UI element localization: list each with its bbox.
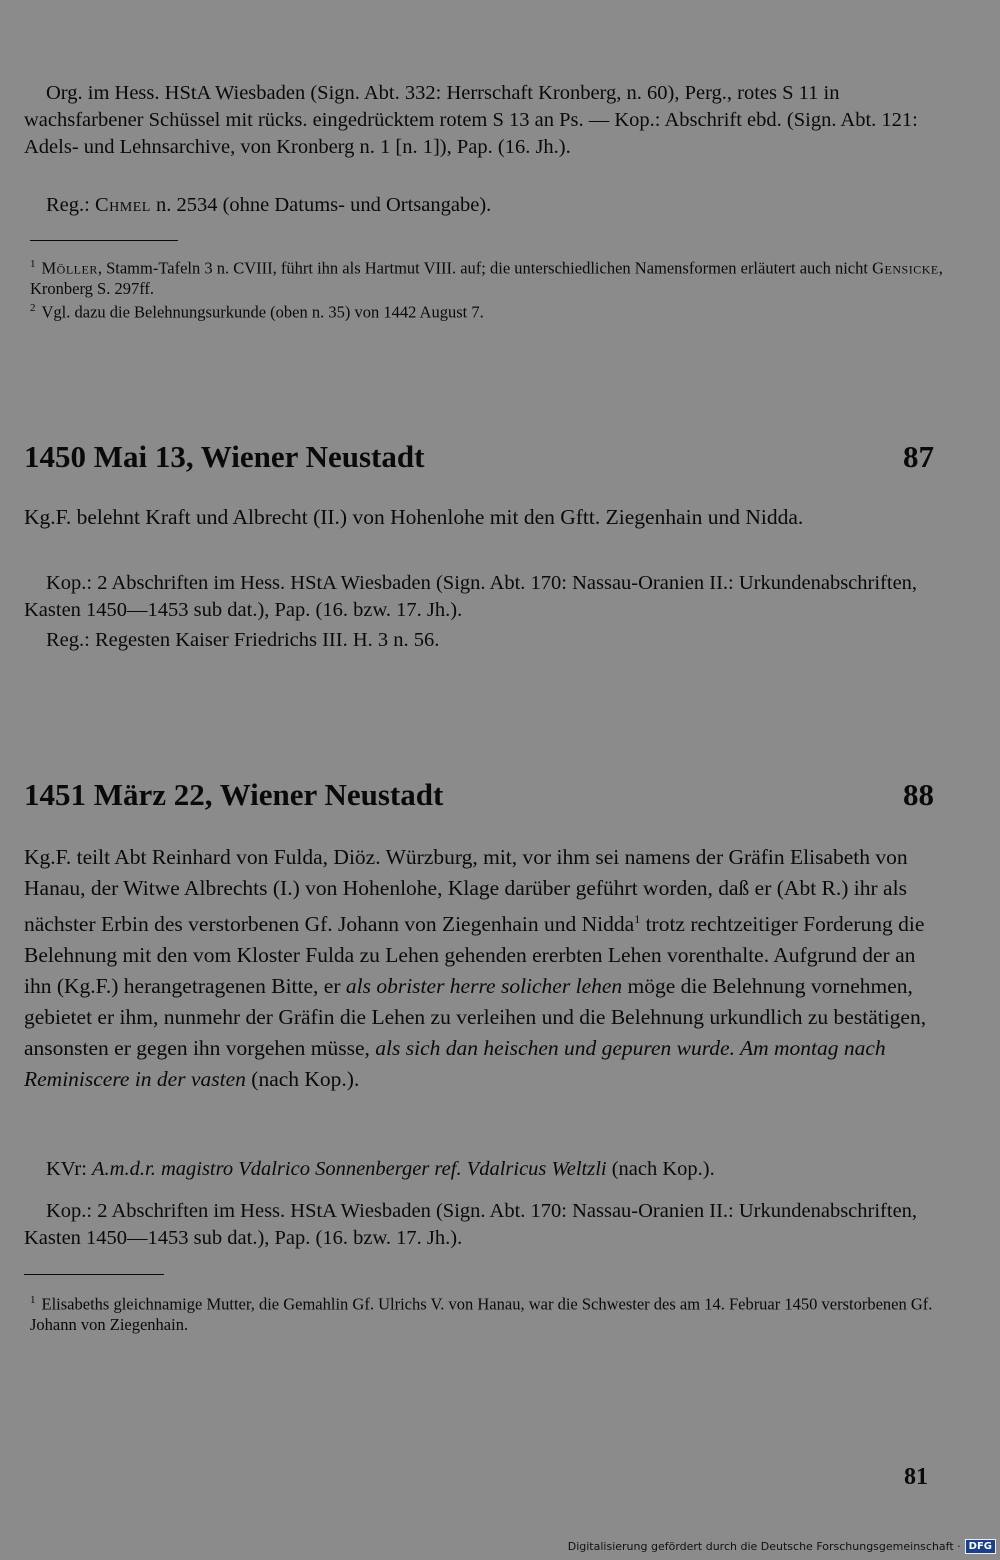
footnote-text: , Stamm-Tafeln 3 n. CVIII, führt ihn als Hartmut VIII. auf; die unterschiedlichen Namensformen erläutert auch nicht: [97, 258, 873, 278]
entry-heading-87: [24, 438, 934, 476]
reg-rest: n. 2534 (ohne Datums- und Ortsangabe).: [150, 194, 492, 216]
summary-text: trotz rechtzeitiger Forderung die Belehnung mit den vom Kloster Fulda zu Lehen gehenden ererbten Lehen vorenthalte. Aufgrund der an ihn (Kg.F.) herangetragenen Bitte, er: [24, 912, 925, 999]
chancery-note-88: [24, 1156, 934, 1183]
credit-text: Digitalisierung gefördert durch die Deutsche Forschungsgemeinschaft ·: [567, 1539, 961, 1553]
footnote-88-1: [30, 1290, 935, 1335]
footnote-text: , Kronberg S. 297ff.: [30, 258, 943, 298]
footnote-author: Gensicke: [872, 258, 939, 278]
footnote-author: Möller: [41, 258, 98, 278]
org-text: Org. im Hess. HStA Wiesbaden (Sign. Abt. 332: Herrschaft Kronberg, n. 60), Perg., rotes S 11 in wachsfarbener Schüssel mit rücks. eingedrücktem rotem S 13 an Ps. — Kop.: Abschrift ebd. (Sign. Abt. 121: Adels- und Lehnsarchive, von Kronberg n. 1 [n. 1]), Pap. (16. Jh.).: [24, 82, 918, 158]
summary-text: Kg.F. teilt Abt Reinhard von Fulda, Diöz. Würzburg, mit, vor ihm sei namens der Gräfin Elisabeth von Hanau, der Witwe Albrechts (I.) von Hohenlohe, Klage darüber geführt worden, daß er (Abt R.) ihr als nächster Erbin des verstorbenen Gf. Johann von Ziegenhain und Nidda: [24, 845, 908, 937]
entry-date-place: 1451 März 22, Wiener Neustadt: [24, 777, 444, 812]
reg-text: Reg.: Regesten Kaiser Friedrichs III. H. 3 n. 56.: [46, 629, 440, 651]
copy-note-88: [24, 1198, 934, 1252]
entry-heading-88: [24, 776, 934, 814]
regest-note: [24, 192, 934, 219]
footnote-ref: 1: [634, 912, 641, 926]
kvr-label: KVr:: [46, 1158, 93, 1180]
kop-text: Kop.: 2 Abschriften im Hess. HStA Wiesbaden (Sign. Abt. 170: Nassau-Oranien II.: Urkundenabschriften, Kasten 1450—1453 sub dat.), Pap. (16. bzw. 17. Jh.).: [24, 1200, 918, 1249]
entry-number: 87: [903, 439, 934, 474]
footnote-1: [30, 254, 945, 299]
summary-text: (nach Kop.).: [245, 1067, 360, 1092]
summary-text: Kg.F. belehnt Kraft und Albrecht (II.) von Hohenlohe mit den Gftt. Ziegenhain und Nidda.: [24, 505, 804, 529]
archive-note: [24, 80, 934, 161]
quote-text: als sich dan heischen und gepuren wurde. Am montag nach Reminiscere in der vasten: [24, 1036, 886, 1092]
reg-label: Reg.:: [46, 194, 95, 216]
page-number: 81: [904, 1464, 928, 1490]
dfg-logo: DFG: [965, 1539, 996, 1554]
kvr-rest: (nach Kop.).: [606, 1158, 715, 1180]
footnote-divider: [24, 1274, 164, 1275]
regest-note-87: [24, 627, 934, 654]
footnote-text: Vgl. dazu die Belehnungsurkunde (oben n. 35) von 1442 August 7.: [41, 302, 484, 322]
entry-date-place: 1450 Mai 13, Wiener Neustadt: [24, 439, 425, 474]
summary-text: möge die Belehnung vornehmen, gebietet er ihm, nunmehr der Gräfin die Lehen zu verleihen und die Belehnung urkundlich zu bestätigen, ansonsten er gegen ihn vorgehen müsse,: [24, 974, 927, 1061]
digitization-credit: [568, 1536, 996, 1556]
entry-number: 88: [903, 777, 934, 812]
copy-note-87: [24, 570, 934, 624]
reg-author: Chmel: [94, 194, 151, 216]
footnote-number: 1: [30, 258, 36, 270]
footnote-number: 2: [30, 302, 36, 314]
footnote-divider: [30, 240, 178, 241]
footnote-2: [30, 298, 945, 323]
entry-summary-88: [24, 842, 934, 1095]
quote-text: als obrister herre solicher lehen: [345, 974, 623, 999]
kvr-quote: A.m.d.r. magistro Vdalrico Sonnenberger ref. Vdalricus Weltzli: [92, 1158, 607, 1180]
entry-summary-87: [24, 502, 934, 533]
kop-text: Kop.: 2 Abschriften im Hess. HStA Wiesbaden (Sign. Abt. 170: Nassau-Oranien II.: Urkundenabschriften, Kasten 1450—1453 sub dat.), Pap. (16. bzw. 17. Jh.).: [24, 572, 918, 621]
footnote-text: Elisabeths gleichnamige Mutter, die Gemahlin Gf. Ulrichs V. von Hanau, war die Schwester des am 14. Februar 1450 verstorbenen Gf. Johann von Ziegenhain.: [30, 1294, 933, 1334]
footnote-number: 1: [30, 1294, 36, 1306]
